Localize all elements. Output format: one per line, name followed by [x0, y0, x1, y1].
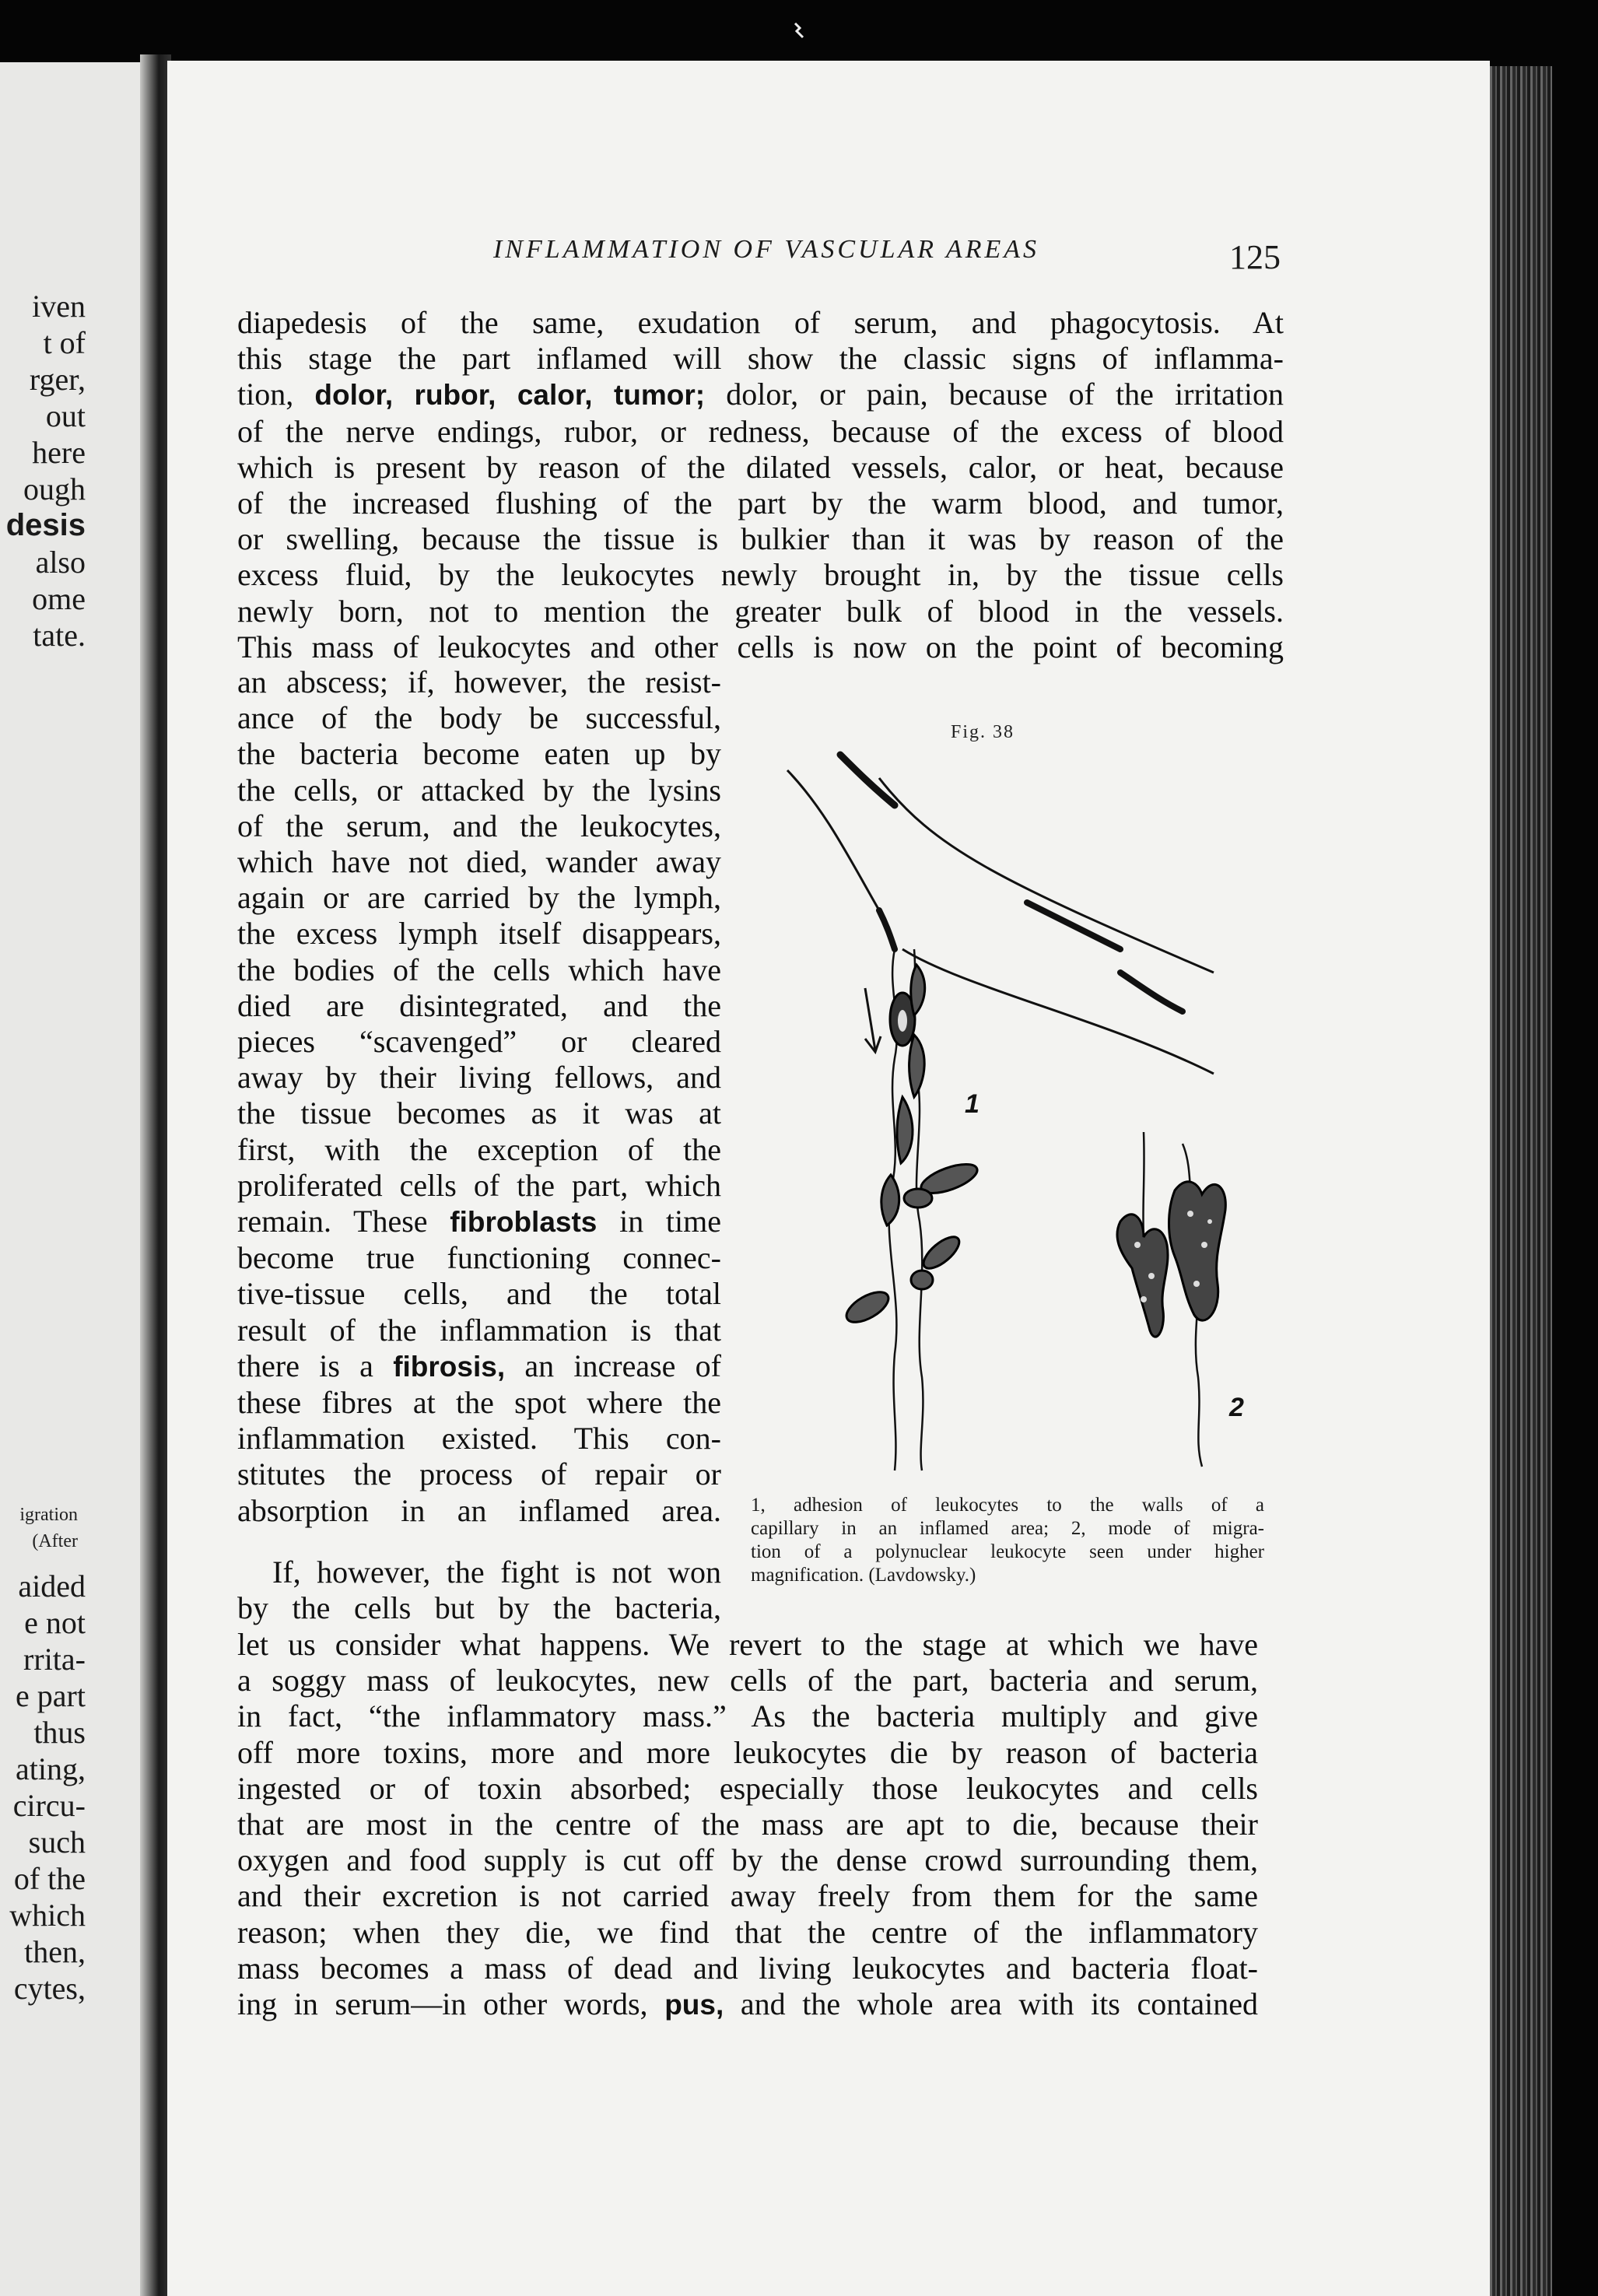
paragraph-narrow-column — [237, 664, 721, 1529]
text-line: the tissue becomes as it was at — [237, 1095, 721, 1131]
left-page-line: ough — [23, 471, 86, 507]
text-line: become true functioning connec- — [237, 1240, 721, 1276]
figure-label: Fig. 38 — [951, 722, 1015, 742]
text-line: that are most in the centre of the mass are apt to die, because their — [237, 1807, 1258, 1842]
left-page-line: e not — [24, 1605, 86, 1640]
left-page-line: out — [45, 398, 86, 433]
left-page-line: then, — [24, 1934, 86, 1969]
left-page-line: desis — [5, 508, 86, 542]
left-page-line: e part — [16, 1678, 86, 1713]
text-line: newly born, not to mention the greater bulk of blood in the vessels. — [237, 593, 1284, 629]
left-page-caption-fragment — [0, 1502, 78, 1555]
left-page-line: iven — [32, 289, 86, 324]
text-line: first, with the exception of the — [237, 1131, 721, 1167]
bold-term: dolor, rubor, calor, tumor; — [314, 379, 706, 412]
left-page-line: aided — [18, 1569, 86, 1604]
text-line: the bodies of the cells which have — [237, 952, 721, 987]
text-line: died are disintegrated, and the — [237, 987, 721, 1023]
text-line: oxygen and food supply is cut off by the dense crowd surrounding them, — [237, 1842, 1258, 1878]
left-page-lower-text — [0, 1568, 86, 2007]
text-line: stitutes the process of repair or — [237, 1456, 721, 1492]
text-line: of the serum, and the leukocytes, — [237, 808, 721, 843]
text-line: If, however, the fight is not won — [272, 1555, 721, 1590]
text-line: ing in serum—in other words, pus, and the whole area with its contained — [237, 1986, 1258, 2022]
text-line: remain. These fibroblasts in time — [237, 1204, 721, 1239]
text-line: and their excretion is not carried away freely from them for the same — [237, 1878, 1258, 1914]
text-line: this stage the part inflamed will show the classic signs of inflamma- — [237, 341, 1284, 377]
caption-line: tion of a polynuclear leukocyte seen under higher — [751, 1541, 1264, 1562]
text-line: ingested or of toxin absorbed; especially those leukocytes and cells — [237, 1770, 1258, 1806]
text-line: again or are carried by the lymph, — [237, 880, 721, 916]
text-line: these fibres at the spot where the — [237, 1385, 721, 1421]
left-page-upper-text — [0, 288, 86, 654]
caption-line: magnification. (Lavdowsky.) — [751, 1565, 976, 1586]
scan-mark — [792, 22, 806, 39]
bold-term: fibrosis, — [393, 1350, 506, 1383]
paragraph-full-width-bottom — [237, 1627, 1258, 2023]
text-line: an abscess; if, however, the resist- — [237, 664, 721, 699]
text-line: by the cells but by the bacteria, — [237, 1590, 721, 1626]
left-page-line: circu- — [12, 1788, 86, 1823]
figure-caption — [751, 1494, 1264, 1587]
text-line: diapedesis of the same, exudation of serum, and phagocytosis. At — [237, 305, 1284, 340]
left-page-caption-line: (After — [32, 1531, 78, 1551]
left-page-line: rrita- — [23, 1642, 86, 1677]
left-page-line: tate. — [33, 618, 86, 653]
figure-marker-2: 2 — [1229, 1393, 1244, 1422]
text-line: of the increased flushing of the part by the warm blood, and tumor, — [237, 485, 1284, 521]
text-line: inflammation existed. This con- — [237, 1421, 721, 1456]
text-line: the cells, or attacked by the lysins — [237, 772, 721, 808]
text-line: pieces “scavenged” or cleared — [237, 1024, 721, 1060]
left-page-line: also — [35, 545, 86, 580]
left-page-line: t of — [43, 325, 86, 360]
text-line: off more toxins, more and more leukocytes die by reason of bacteria — [237, 1734, 1258, 1770]
left-page-line: ome — [32, 581, 86, 616]
left-page-line: of the — [13, 1861, 86, 1896]
book-gutter — [140, 54, 171, 2296]
text-line: or swelling, because the tissue is bulkier than it was by reason of the — [237, 521, 1284, 557]
bold-term: fibroblasts — [450, 1206, 597, 1239]
text-line: the bacteria become eaten up by — [237, 736, 721, 772]
running-head: INFLAMMATION OF VASCULAR AREAS — [492, 235, 1040, 264]
left-page-line: here — [32, 435, 86, 470]
text-line: This mass of leukocytes and other cells is now on the point of becoming — [237, 629, 1284, 664]
page-number: 125 — [1229, 238, 1281, 276]
text-line: mass becomes a mass of dead and living leukocytes and bacteria float- — [237, 1950, 1258, 1986]
text-line: tive-tissue cells, and the total — [237, 1276, 721, 1312]
left-page-line: which — [9, 1898, 86, 1933]
text-line: the excess lymph itself disappears, — [237, 916, 721, 952]
caption-line: capillary in an inflamed area; 2, mode of migra- — [751, 1518, 1264, 1539]
paragraph-narrow-continuation — [237, 1555, 721, 1626]
text-line: a soggy mass of leukocytes, new cells of the part, bacteria and serum, — [237, 1663, 1258, 1698]
text-line: reason; when they die, we find that the centre of the inflammatory — [237, 1914, 1258, 1950]
caption-line: 1, adhesion of leukocytes to the walls of a — [751, 1495, 1264, 1516]
left-page-line: thus — [33, 1715, 86, 1750]
text-line: result of the inflammation is that — [237, 1312, 721, 1348]
text-line: away by their living fellows, and — [237, 1060, 721, 1095]
figure-38-illustration — [778, 739, 1276, 1486]
text-line: in fact, “the inflammatory mass.” As the bacteria multiply and give — [237, 1698, 1258, 1734]
page-stack-edge — [1490, 66, 1552, 2296]
text-line: let us consider what happens. We revert to the stage at which we have — [237, 1627, 1258, 1662]
left-page-caption-line: igration — [19, 1505, 78, 1525]
text-line: absorption in an inflamed area. — [237, 1492, 721, 1528]
text-line: of the nerve endings, rubor, or redness, because of the excess of blood — [237, 413, 1284, 449]
bold-term: pus, — [664, 1989, 724, 2021]
left-page-line: ating, — [16, 1751, 86, 1786]
text-line: excess fluid, by the leukocytes newly brought in, by the tissue cells — [237, 557, 1284, 593]
text-line: ance of the body be successful, — [237, 700, 721, 736]
left-page-line: such — [28, 1825, 86, 1860]
text-line: tion, dolor, rubor, calor, tumor; dolor, or pain, because of the irritation — [237, 377, 1284, 412]
figure-marker-1: 1 — [965, 1089, 979, 1119]
left-page-line: rger, — [29, 362, 86, 397]
paragraph-full-width-top — [237, 305, 1284, 665]
left-page-line: cytes, — [13, 1971, 86, 2006]
text-line: which is present by reason of the dilated vessels, calor, or heat, because — [237, 449, 1284, 485]
left-facing-page — [0, 62, 148, 2296]
text-line: there is a fibrosis, an increase of — [237, 1348, 722, 1383]
text-line: proliferated cells of the part, which — [237, 1167, 721, 1203]
text-line: which have not died, wander away — [237, 844, 721, 880]
